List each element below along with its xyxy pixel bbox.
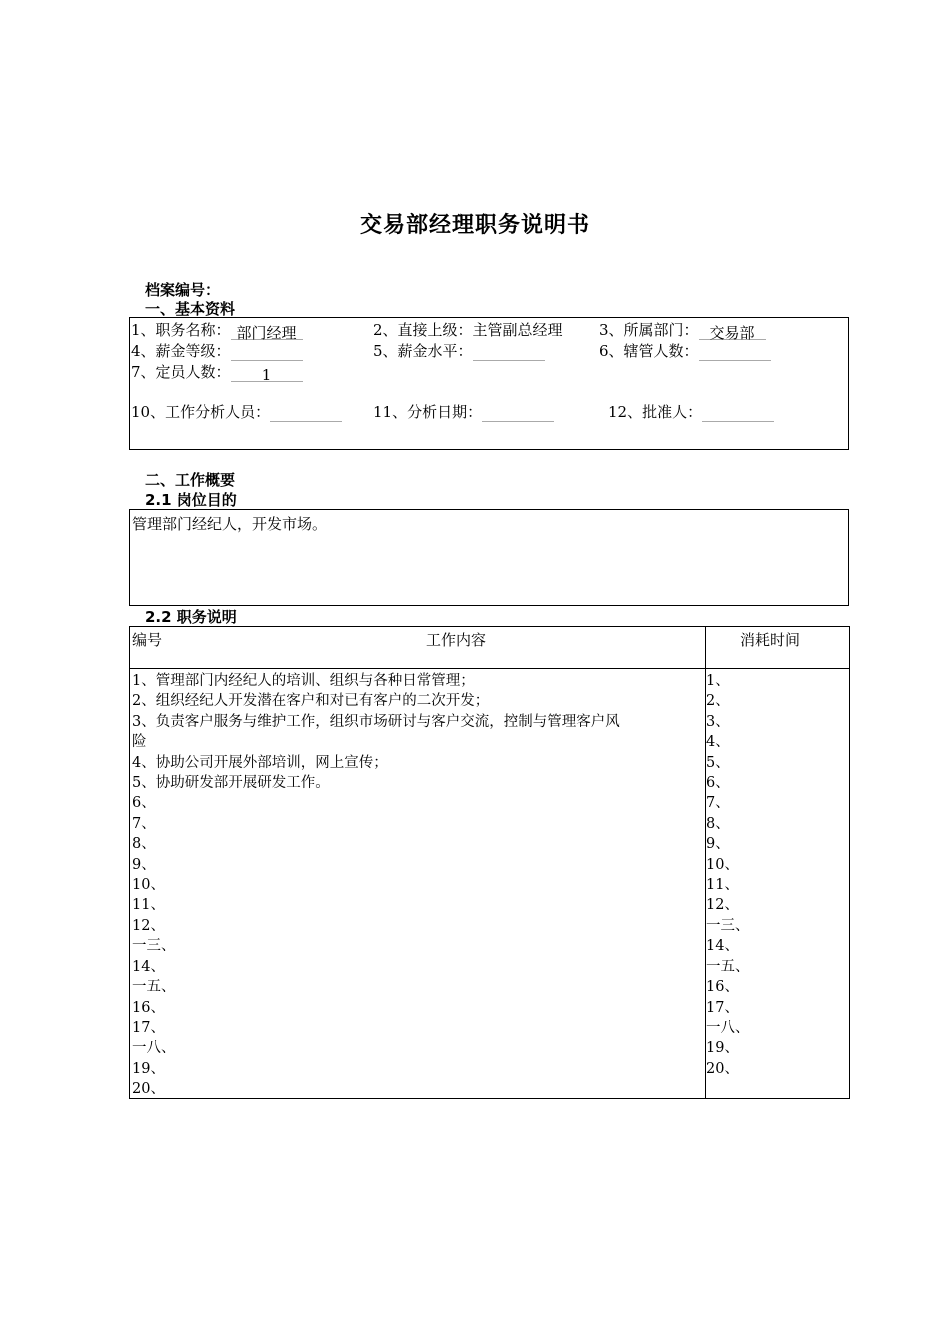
duty-content-line: 4、协助公司开展外部培训，网上宣传；	[132, 754, 388, 771]
subordinates-field	[599, 341, 771, 361]
duty-content-line: 5、协助研发部开展研发工作。	[132, 775, 330, 792]
purpose-heading: 2.1 岗位目的	[145, 491, 237, 509]
analysis-date-blank	[482, 405, 554, 422]
duty-time-line: 一八、	[706, 1019, 750, 1036]
duty-content-line: 17、	[132, 1019, 165, 1036]
duty-content-list	[132, 671, 620, 1100]
section2-heading: 二、工作概要	[145, 471, 236, 489]
duty-time-line: 6、	[706, 775, 730, 792]
duty-time-line: 8、	[706, 815, 730, 832]
duty-time-line: 20、	[706, 1060, 739, 1077]
analyst-blank	[270, 405, 342, 422]
supervisor-label: 2、直接上级：	[373, 321, 473, 339]
duty-time-line: 一三、	[706, 917, 750, 934]
duty-content-line: 14、	[132, 958, 165, 975]
duty-time-line: 14、	[706, 938, 739, 955]
duty-content-line: 一三、	[132, 938, 176, 955]
analyst-label: 10、工作分析人员：	[131, 403, 271, 421]
duty-time-line: 12、	[706, 897, 739, 914]
duty-time-line: 4、	[706, 734, 730, 751]
duty-content-line: 20、	[132, 1081, 165, 1098]
salary-grade-label: 4、薪金等级：	[131, 342, 231, 360]
duty-time-line: 3、	[706, 713, 730, 730]
duty-content-line: 8、	[132, 836, 156, 853]
approver-field	[608, 402, 774, 422]
duty-content-line: 7、	[132, 815, 156, 832]
duty-content-line: 11、	[132, 897, 165, 914]
duty-content-line: 10、	[132, 877, 165, 894]
duties-heading: 2.2 职务说明	[145, 608, 237, 626]
headcount-value: 1	[231, 365, 303, 382]
job-name-field	[131, 320, 303, 340]
page-title: 交易部经理职务说明书	[359, 213, 590, 238]
salary-level-field	[373, 341, 545, 361]
department-value: 交易部	[699, 323, 766, 340]
duties-table	[129, 626, 850, 1099]
duty-time-line: 一五、	[706, 958, 750, 975]
subordinates-label: 6、辖管人数：	[599, 342, 699, 360]
duty-content-line: 16、	[132, 999, 165, 1016]
col-header-no: 编号	[132, 631, 163, 649]
duty-content-line: 12、	[132, 917, 165, 934]
salary-grade-blank	[231, 344, 303, 361]
salary-level-blank	[473, 344, 545, 361]
analyst-field	[131, 402, 342, 422]
salary-level-label: 5、薪金水平：	[373, 342, 473, 360]
section1-heading: 一、基本资料	[145, 300, 236, 318]
duty-time-list	[706, 671, 750, 1079]
duty-time-line: 19、	[706, 1040, 739, 1057]
department-field	[599, 320, 766, 340]
file-number-label: 档案编号：	[145, 281, 221, 299]
analysis-date-label: 11、分析日期：	[373, 403, 483, 421]
duty-time-line: 17、	[706, 999, 739, 1016]
analysis-date-field	[373, 402, 554, 422]
duty-time-line: 1、	[706, 673, 730, 689]
duty-content-line: 3、负责客户服务与维护工作，组织市场研讨与客户交流，控制与管理客户风	[132, 713, 620, 730]
col-header-time: 消耗时间	[740, 631, 801, 649]
header-divider	[130, 668, 849, 669]
duty-time-line: 5、	[706, 754, 730, 771]
basic-info-box	[129, 317, 849, 450]
department-label: 3、所属部门：	[599, 321, 699, 339]
job-name-value: 部门经理	[231, 323, 303, 340]
duty-content-line: 险	[132, 734, 147, 751]
duty-content-line: 6、	[132, 795, 156, 812]
duty-time-line: 9、	[706, 836, 730, 853]
col-header-content: 工作内容	[426, 631, 487, 649]
supervisor-value: 主管副总经理	[472, 321, 563, 339]
salary-grade-field	[131, 341, 303, 361]
headcount-label: 7、定员人数：	[131, 363, 231, 381]
duty-time-line: 16、	[706, 979, 739, 996]
duty-content-line: 一八、	[132, 1040, 176, 1057]
headcount-field	[131, 362, 303, 382]
subordinates-blank	[699, 344, 771, 361]
duty-content-line: 一五、	[132, 979, 176, 996]
duty-content-line: 1、管理部门内经纪人的培训、组织与各种日常管理；	[132, 673, 475, 689]
purpose-text: 管理部门经纪人，开发市场。	[132, 515, 328, 533]
job-name-label: 1、职务名称：	[131, 321, 231, 339]
supervisor-field	[373, 320, 563, 340]
duty-content-line: 9、	[132, 856, 156, 873]
approver-label: 12、批准人：	[608, 403, 703, 421]
approver-blank	[702, 405, 774, 422]
duty-time-line: 11、	[706, 877, 739, 894]
duty-time-line: 2、	[706, 693, 730, 710]
purpose-box	[129, 509, 849, 606]
duty-time-line: 7、	[706, 795, 730, 812]
duty-content-line: 19、	[132, 1060, 165, 1077]
duty-content-line: 2、组织经纪人开发潜在客户和对已有客户的二次开发；	[132, 693, 490, 710]
duty-time-line: 10、	[706, 856, 739, 873]
